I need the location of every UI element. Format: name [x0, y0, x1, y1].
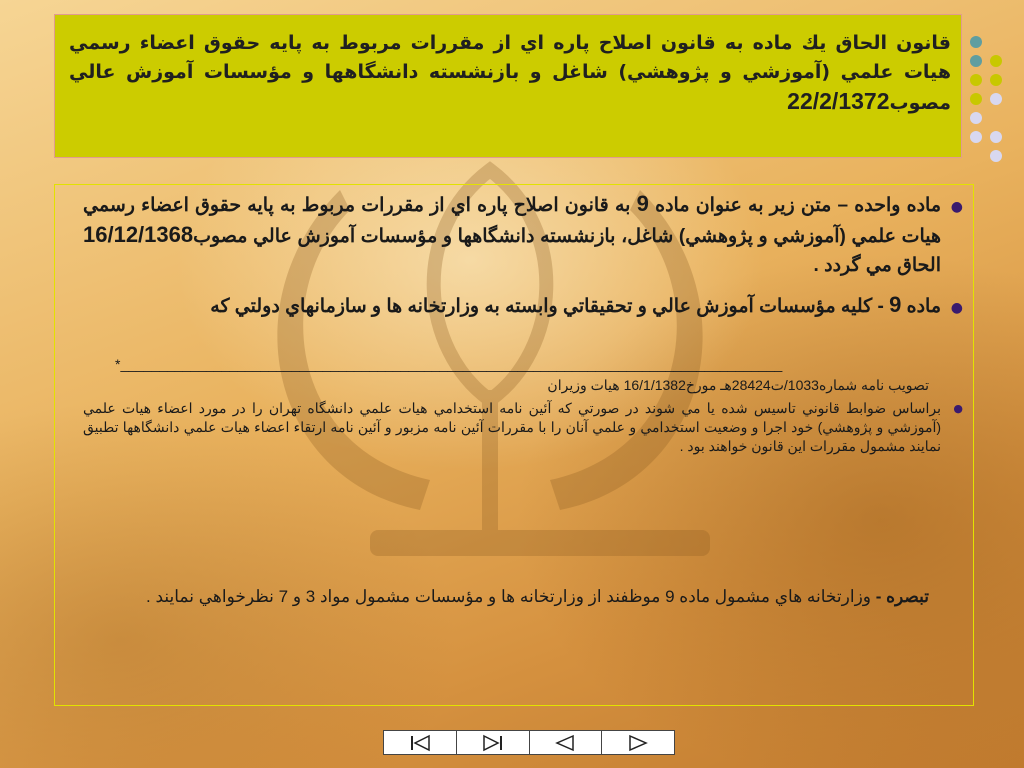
triangle-right-icon — [627, 734, 649, 752]
article-single-text — [83, 189, 941, 280]
previous-slide-button[interactable] — [530, 731, 603, 754]
list-item — [83, 189, 963, 280]
footnote-rule: _____________________________________________________________________________________ — [120, 356, 783, 372]
first-slide-button[interactable] — [384, 731, 457, 754]
article-number: 9 — [636, 191, 649, 216]
footnote-marker: * — [115, 356, 121, 372]
slide-navigation-bar — [383, 730, 675, 755]
next-slide-button[interactable] — [602, 731, 674, 754]
article-single-date: 16/12/1368 — [83, 222, 194, 247]
slide-title-text: قانون الحاق يك ماده به قانون اصلاح پاره اي از مقررات مربوط به پايه حقوق اعضاء رسمي هيات علمي (آموزشي و پژوهشي) شاغل و بازنشسته دانشگاهها و مؤسسات آموزش عالي مصوب — [69, 32, 951, 114]
note-text: وزارتخانه هاي مشمول ماده 9 موظفند از وزارتخانه ها و مؤسسات مشمول مواد 3 و 7 نظرخواهي نمايند . — [146, 587, 871, 606]
skip-forward-icon — [482, 734, 504, 752]
note-paragraph — [79, 585, 929, 608]
last-slide-button[interactable] — [457, 731, 530, 754]
bullet-icon: ● — [950, 199, 963, 215]
article-9-continuation: براساس ضوابط قانوني تاسيس شده يا مي شوند در صورتي كه آئين نامه استخدامي هيات علمي دانشگاه تهران را در مورد اعضاء هيات علمي (آموزشي و پژوهشي) خود اجرا و وضعيت استخدامي و علمي آنان را با مقررات آئين نامه مزبور و آئين نامه ارتقاء اعضاء هيات علمي دانشگاهها تطبيق نمايند مشمول مقررات اين قانون خواهند بود . — [83, 400, 941, 454]
footnote-separator — [115, 356, 961, 372]
article-single-part-a: ماده واحده – متن زير به عنوان ماده — [655, 195, 941, 216]
decorative-dot-grid — [966, 36, 1016, 166]
slide-content-box — [54, 184, 974, 706]
article-9-number: 9 — [889, 292, 902, 317]
slide-title-date: 22/2/1372 — [787, 88, 890, 114]
bullet-icon: ● — [953, 402, 963, 415]
slide-title — [69, 29, 951, 118]
list-item — [83, 290, 963, 321]
article-single-part-b: به قانون اصلاح پاره اي از مقررات مربوط به پايه حقوق اعضاء رسمي هيات علمي (آموزشي و پژوهشي) شاغل، بازنشسته دانشگاهها و مؤسسات آموزش عالي مصوب — [83, 195, 941, 247]
article-9-label: ماده — [906, 296, 941, 317]
skip-back-icon — [409, 734, 431, 752]
slide-title-box — [54, 14, 962, 158]
bullet-icon: ● — [950, 300, 963, 316]
article-9-text — [83, 290, 941, 321]
article-single-part-c: الحاق مي گردد . — [813, 255, 941, 276]
approval-note: تصويب نامه شماره1033/ت28424هـ مورخ16/1/1382 هيات وزيران — [547, 377, 929, 393]
note-label: تبصره - — [875, 587, 929, 606]
triangle-left-icon — [554, 734, 576, 752]
article-9-body: - كليه مؤسسات آموزش عالي و تحقيقاتي وابسته به وزارتخانه ها و سازمانهاي دولتي كه — [210, 296, 884, 317]
list-item — [83, 399, 963, 456]
